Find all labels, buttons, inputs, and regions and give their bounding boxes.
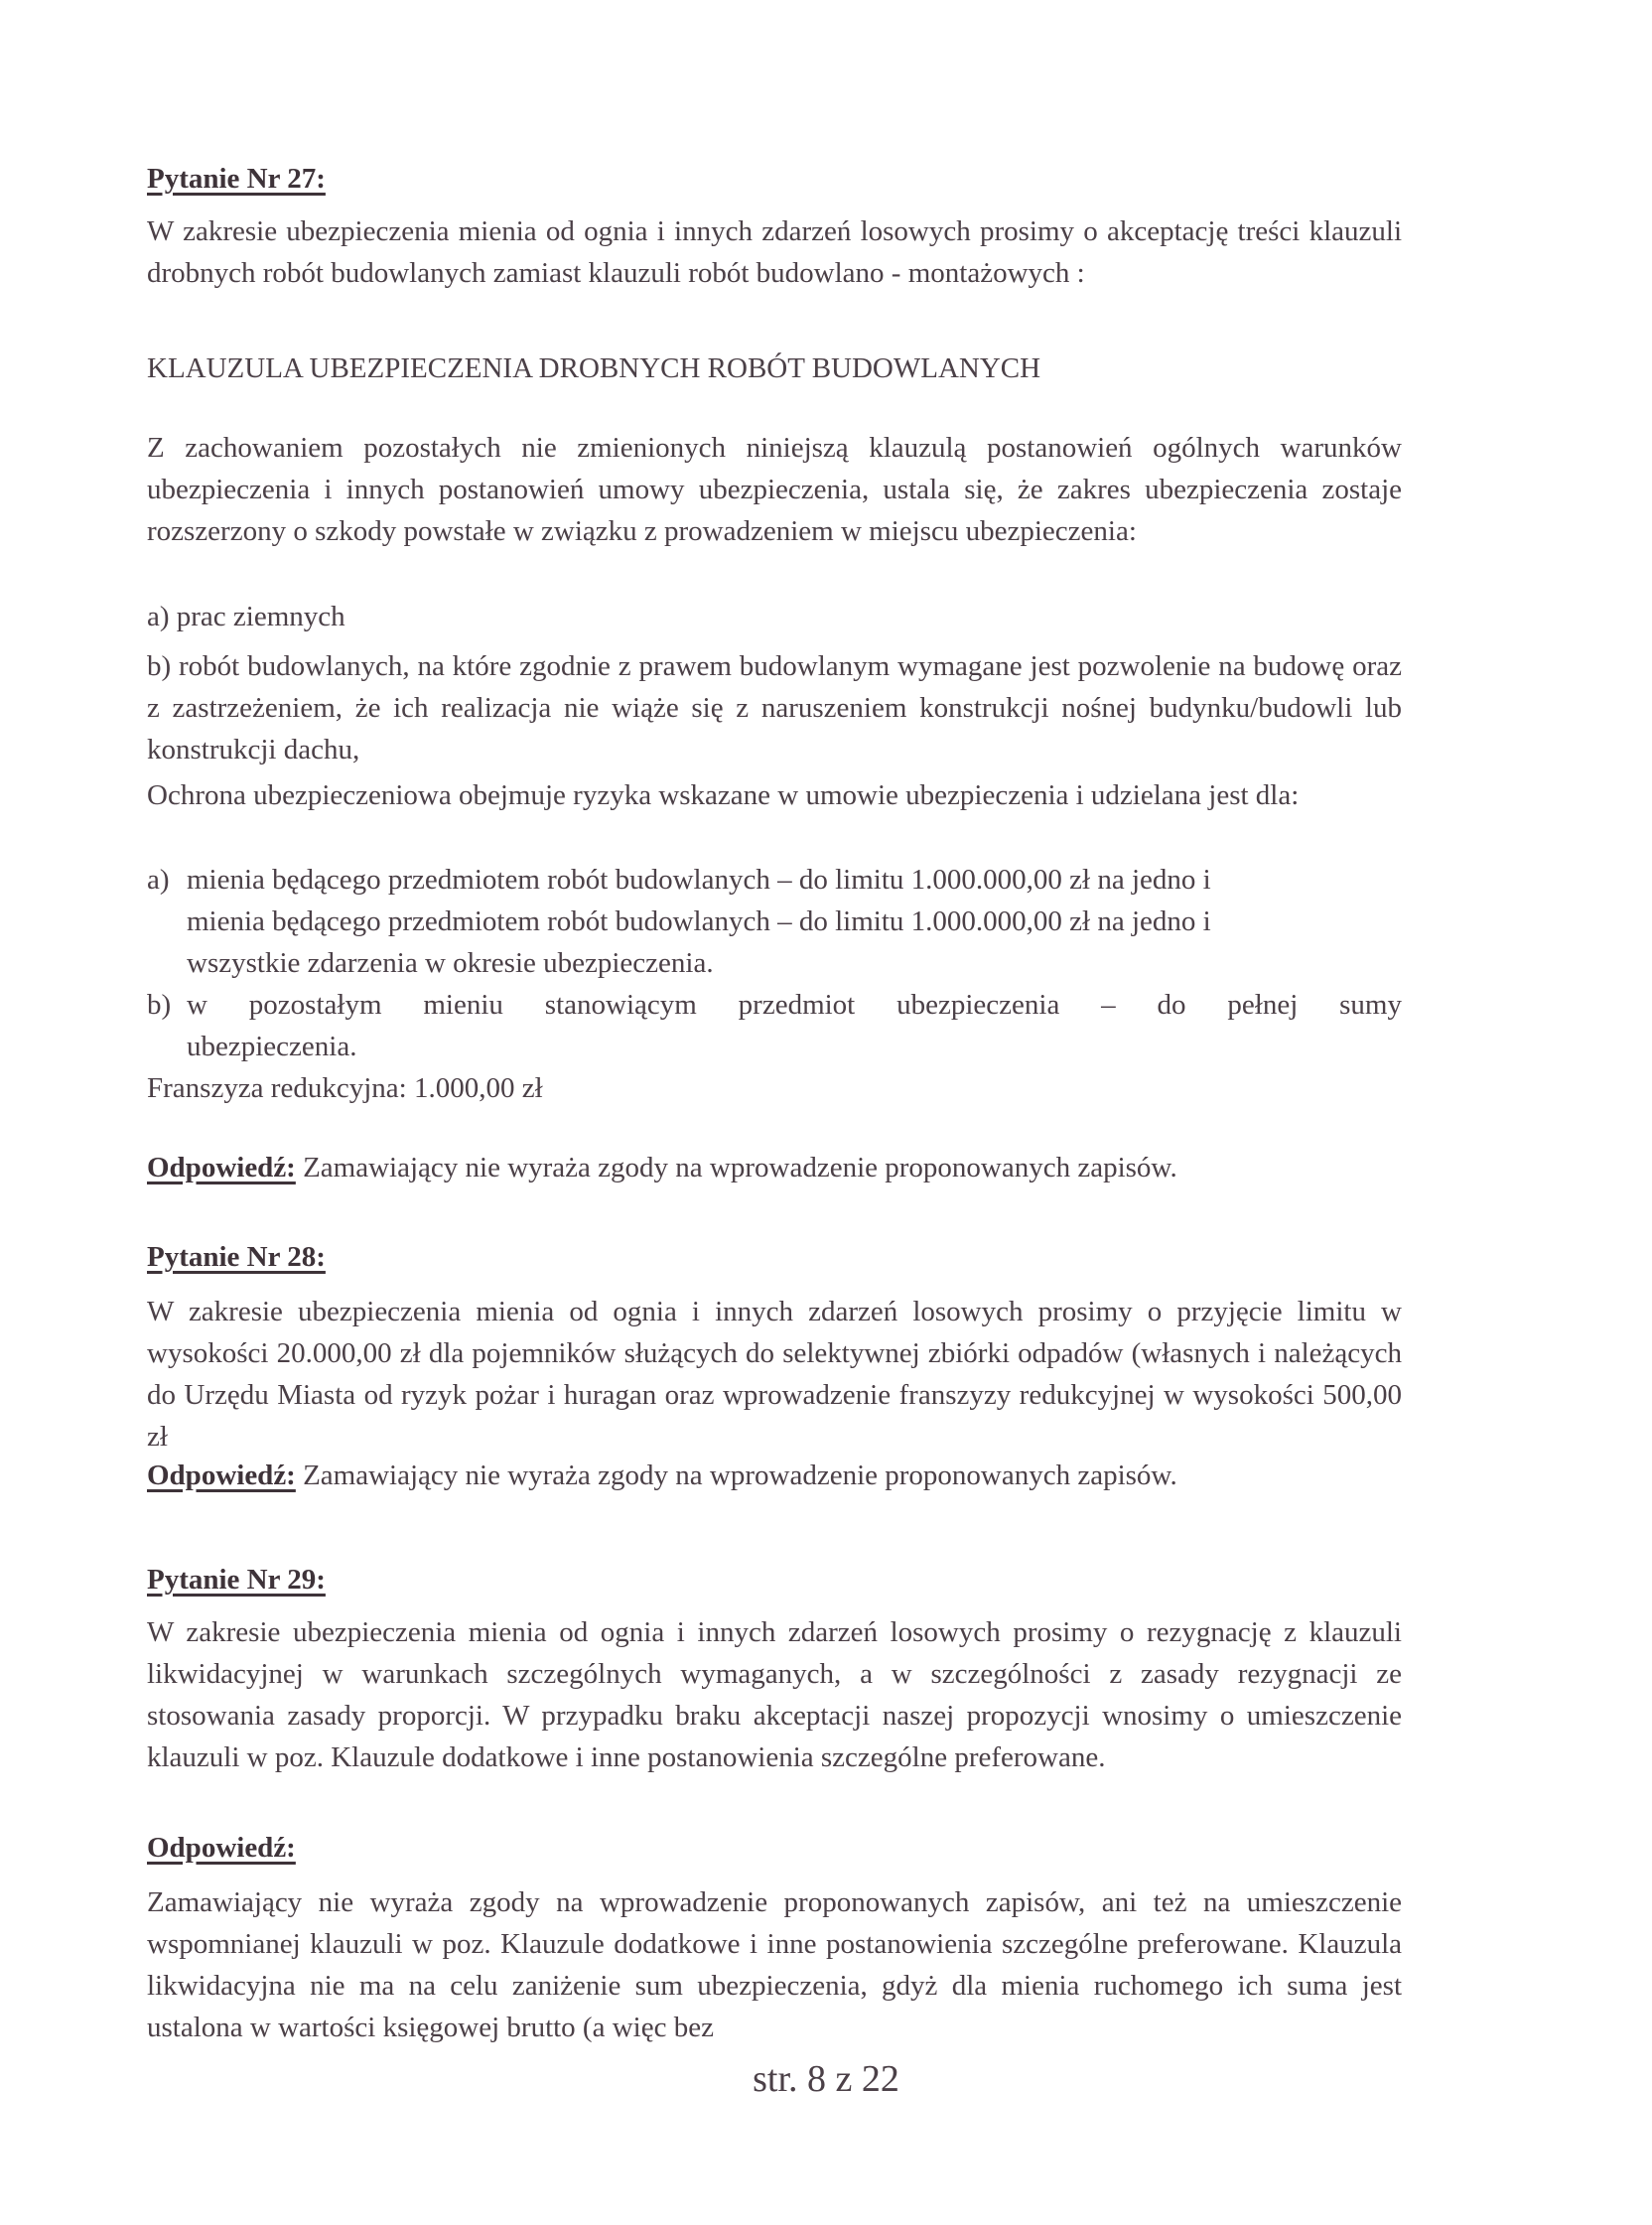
q29-heading-text: Pytanie Nr 29:	[147, 1564, 326, 1596]
q27-franchise: Franszyza redukcyjna: 1.000,00 zł	[147, 1072, 543, 1104]
q29-text: W zakresie ubezpieczenia mienia od ognia i innych zdarzeń losowych prosimy o rezygnację z klauzuli likwidacyjnej w warunkach szczególnych wymaganych, a w szczególności z zasady rezygnacji ze stosowania zasady proporcji. W przypadku braku akceptacji naszej propozycji wnosimy o umieszczenie klauzuli w poz. Klauzule dodatkowe i inne postanowienia szczególne preferowane.	[147, 1616, 1402, 1773]
q28-heading	[147, 1241, 1402, 1274]
list-item-label: b)	[147, 989, 172, 1021]
q27-clause-paragraph: Z zachowaniem pozostałych nie zmienionych niniejszą klauzulą postanowień ogólnych warunków ubezpieczenia i innych postanowień umowy ubezpieczenia, ustala się, że zakres ubezpieczenia zostaje rozszerzony o szkody powstałe w związku z prowadzeniem w miejscu ubezpieczenia:	[147, 432, 1402, 547]
q29-answer-heading	[147, 1832, 1402, 1865]
q27-intro: W zakresie ubezpieczenia mienia od ognia i innych zdarzeń losowych prosimy o akceptację treści klauzuli drobnych robót budowlanych zamiast klauzuli robót budowlano - montażowych :	[147, 215, 1402, 289]
q27-heading-text: Pytanie Nr 27:	[147, 163, 326, 195]
q28-answer	[147, 1455, 1402, 1496]
q27-limit-list	[147, 859, 1402, 1067]
q27-answer	[147, 1147, 1402, 1188]
q27-heading	[147, 163, 1402, 196]
list-item-line: ubezpieczenia.	[187, 1031, 357, 1062]
q28-heading-text: Pytanie Nr 28:	[147, 1241, 326, 1273]
list-item-line: mienia będącego przedmiotem robót budowlanych – do limitu 1.000.000,00 zł na jedno i	[187, 905, 1211, 937]
q27-clause-title: KLAUZULA UBEZPIECZENIA DROBNYCH ROBÓT BUDOWLANYCH	[147, 352, 1041, 384]
q29-heading	[147, 1564, 1402, 1597]
answer-text: Zamawiający nie wyraża zgody na wprowadzenie proponowanych zapisów.	[295, 1152, 1177, 1183]
q29-answer: Zamawiający nie wyraża zgody na wprowadzenie proponowanych zapisów, ani też na umieszczenie wspomnianej klauzuli w poz. Klauzule dodatkowe i inne postanowienia szczególne preferowane. Klauzula likwidacyjna nie ma na celu zaniżenie sum ubezpieczenia, gdyż dla mienia ruchomego ich suma jest ustalona w wartości księgowej brutto (a więc bez	[147, 1886, 1402, 2043]
answer-label: Odpowiedź:	[147, 1832, 296, 1864]
list-item-line: w pozostałym mieniu stanowiącym przedmiot ubezpieczenia – do pełnej sumy	[187, 989, 1402, 1021]
page-number: str. 8 z 22	[753, 2058, 899, 2100]
list-item-label: a)	[147, 864, 170, 896]
list-item-line: wszystkie zdarzenia w okresie ubezpieczenia.	[187, 947, 714, 979]
q28-text: W zakresie ubezpieczenia mienia od ognia i innych zdarzeń losowych prosimy o przyjęcie limitu w wysokości 20.000,00 zł dla pojemników służących do selektywnej zbiórki odpadów (własnych i należących do Urzędu Miasta od ryzyk pożar i huragan oraz wprowadzenie franszyzy redukcyjnej w wysokości 500,00 zł	[147, 1296, 1402, 1453]
answer-label: Odpowiedź:	[147, 1152, 296, 1183]
list-item-line: mienia będącego przedmiotem robót budowlanych – do limitu 1.000.000,00 zł na jedno i	[187, 864, 1211, 896]
q27-item-b: b) robót budowlanych, na które zgodnie z prawem budowlanym wymagane jest pozwolenie na budowę oraz z zastrzeżeniem, że ich realizacja nie wiąże się z naruszeniem konstrukcji nośnej budynku/budowli lub konstrukcji dachu,	[147, 650, 1402, 765]
answer-text: Zamawiający nie wyraża zgody na wprowadzenie proponowanych zapisów.	[295, 1460, 1177, 1491]
q27-protection: Ochrona ubezpieczeniowa obejmuje ryzyka wskazane w umowie ubezpieczenia i udzielana jest dla:	[147, 779, 1300, 811]
list-item	[147, 984, 1402, 1067]
list-item	[147, 859, 1402, 984]
q27-item-a: a) prac ziemnych	[147, 601, 345, 632]
answer-label: Odpowiedź:	[147, 1460, 296, 1491]
